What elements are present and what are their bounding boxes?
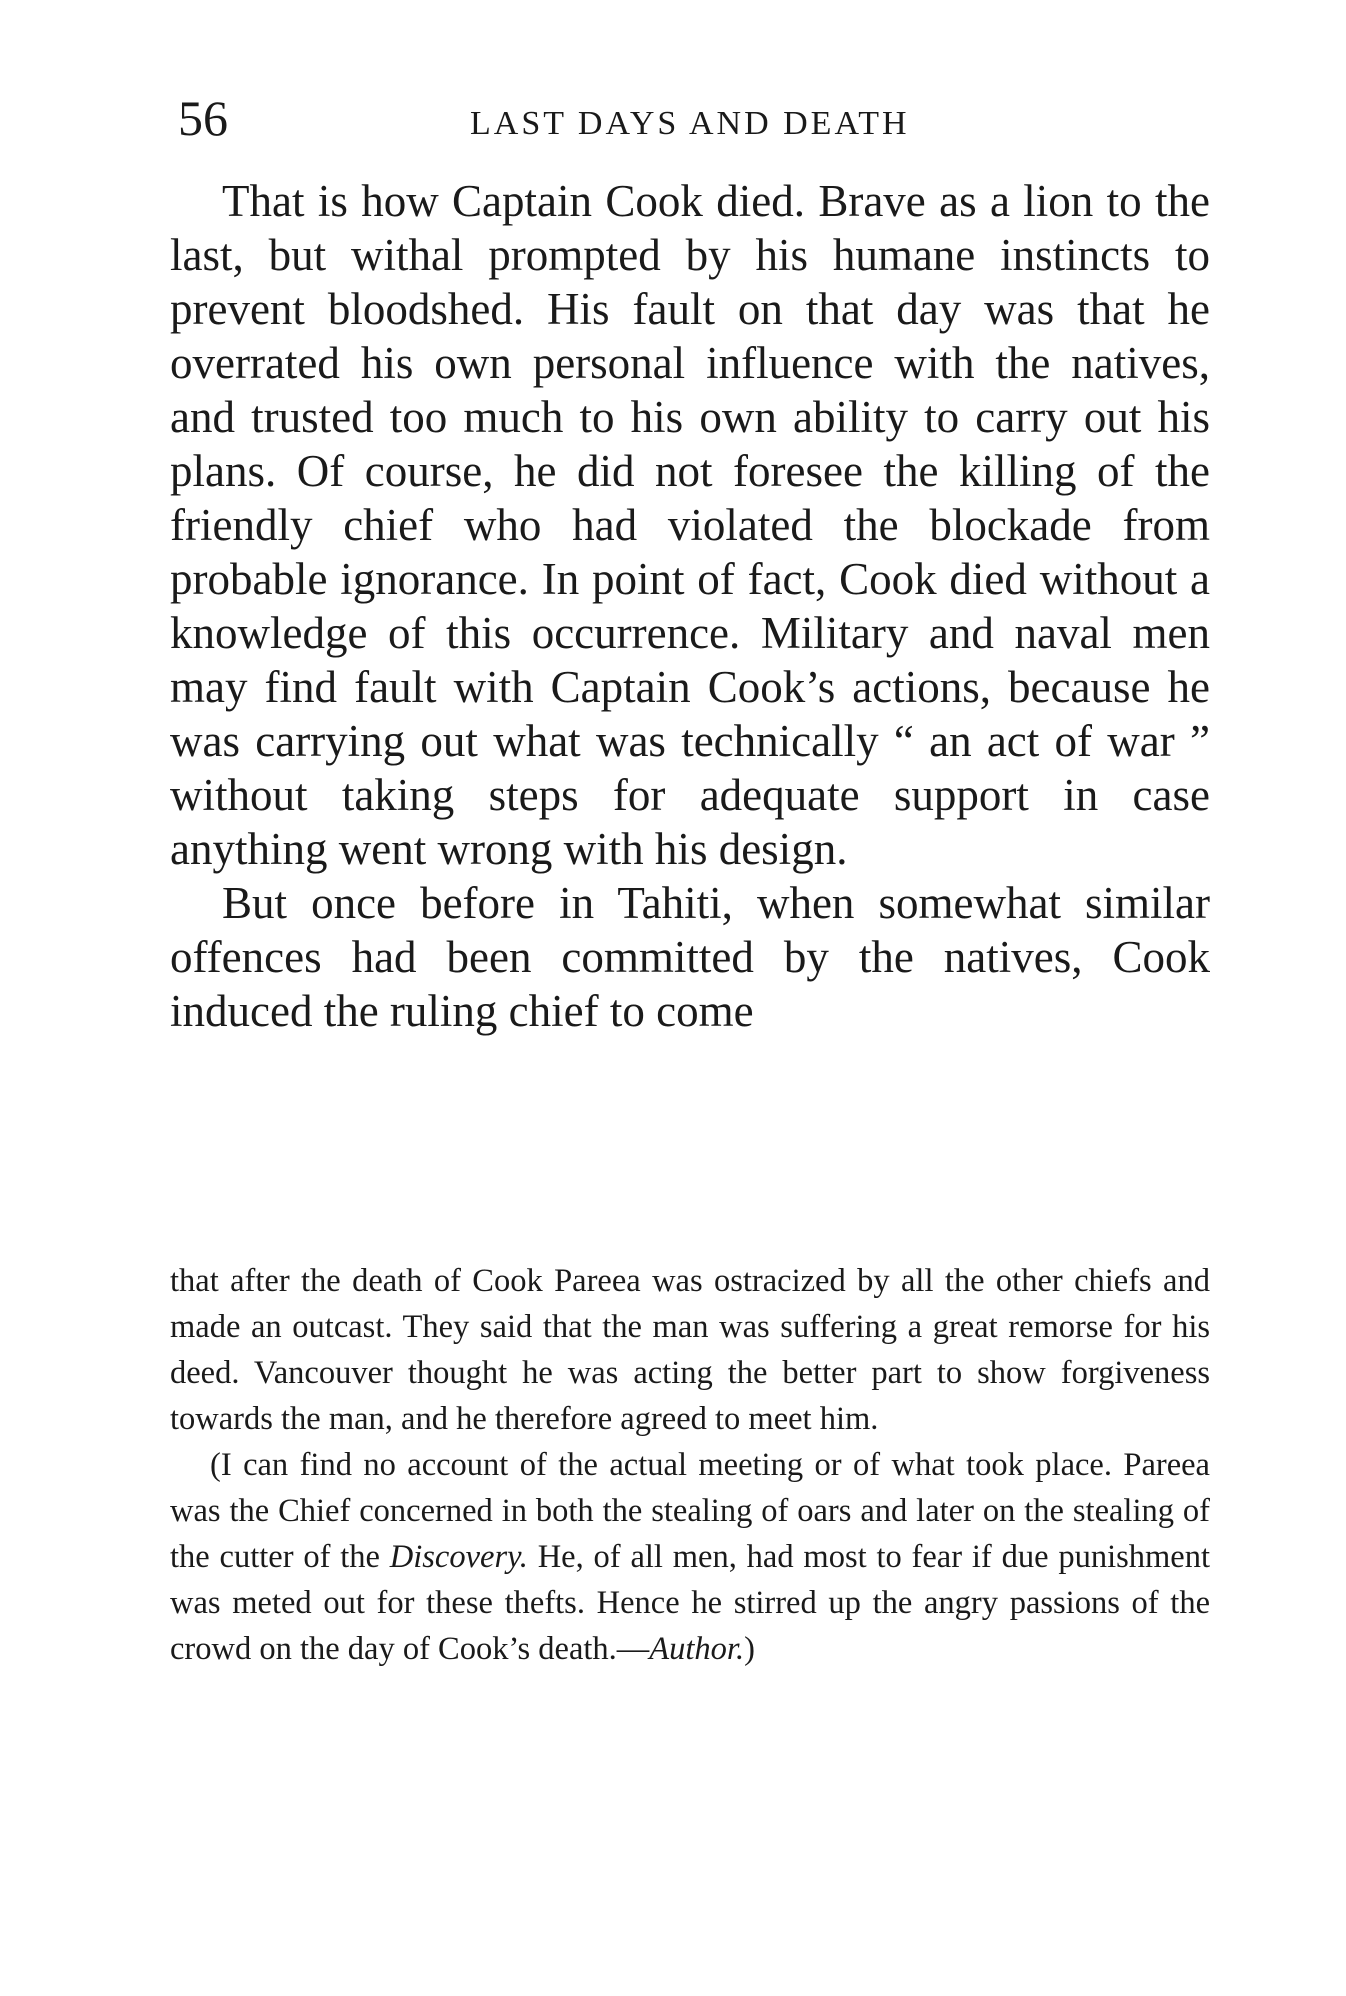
footnote-paragraph-2 — [170, 1442, 1210, 1672]
footnote — [170, 1258, 1210, 1672]
page-number: 56 — [178, 90, 228, 146]
main-paragraph-2: But once before in Tahiti, when somewhat similar offences had been committed by the natives, Cook induced the ruling chief to come — [170, 878, 1210, 1036]
running-header — [170, 88, 1210, 148]
ship-name: Discovery. — [389, 1539, 528, 1575]
main-paragraph-1: That is how Captain Cook died. Brave as a lion to the last, but withal prompted by his humane instincts to prevent bloodshed. His fault on that day was that he overrated his own personal influence with the natives, and trusted too much to his own ability to carry out his plans. Of course, he did not foresee the killing of the friendly chief who had violated the blockade from probable ignorance. In point of fact, Cook died without a knowledge of this occurrence. Military and naval men may find fault with Captain Cook’s actions, because he was carrying out what was technically “ an act of war ” without taking steps for adequate support in case anything went wrong with his design. — [170, 176, 1210, 874]
author-attribution: Author. — [649, 1631, 745, 1667]
main-text — [170, 174, 1210, 1038]
footnote-paragraph-1: that after the death of Cook Pareea was ostracized by all the other chiefs and made an outcast. They said that the man was suffering a great remorse for his deed. Vancouver thought he was acting the better part to show forgiveness towards the man, and he therefore agreed to meet him. — [170, 1263, 1210, 1437]
footnote-text: He, of all men, had most to fear if due punishment was meted out for these thefts. Hence he stirred up the angry passions of the crowd on the day of Cook’s death.— — [170, 1539, 1210, 1667]
footnote-text: (I can find no account of the actual meeting or of what took place. Pareea was the Chief concerned in both the stealing of oars and later on the stealing of the cutter of the — [170, 1447, 1210, 1575]
closing-parenthesis: ) — [744, 1631, 755, 1667]
running-title: LAST DAYS AND DEATH — [470, 105, 910, 142]
